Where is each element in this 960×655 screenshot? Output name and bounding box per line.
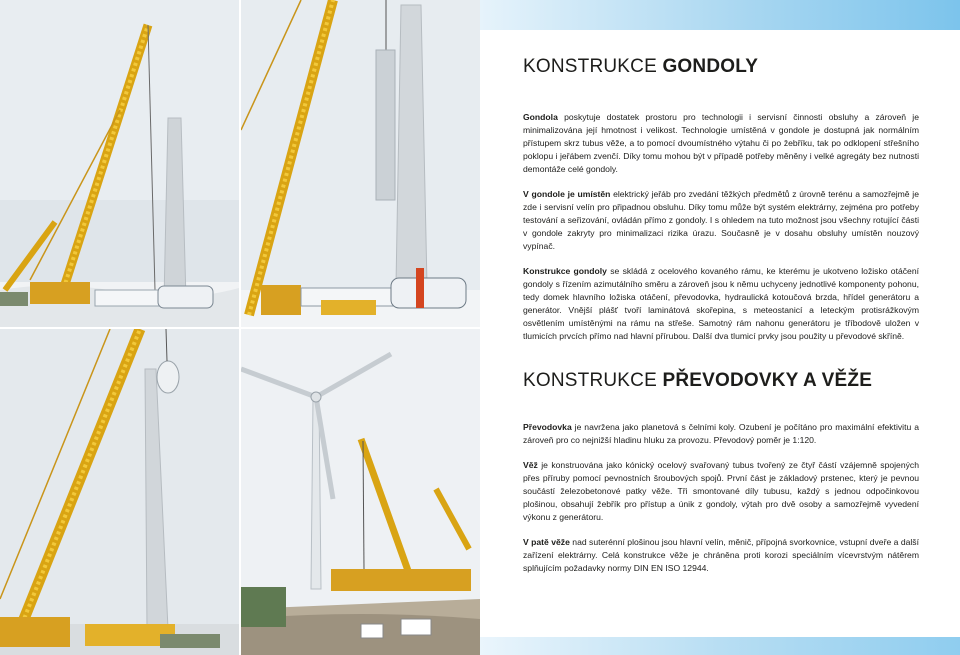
paragraph [523, 188, 919, 253]
photo-4-illustration [241, 329, 480, 655]
paragraph [523, 111, 919, 176]
paragraph-text: je konstruována jako kónický ocelový svařovaný tubus tvořený ze čtyř částí vzájemně spojených přes příruby pomocí pevnostních šroubových spojů. První část je základový prstenec, který je pevnou součástí železobetonové patky věže. Tři smontované díly tubusu, každý s jednou odpočinkovou plošinou, obsahují žebřík pro přístup a únik z gondoly, výtah pro dvě osoby a samozřejmě vyvedení výkonu z generátoru. [523, 460, 919, 522]
paragraph-lead: Věž [523, 460, 538, 470]
photo-2-illustration [241, 0, 480, 327]
paragraph-text: elektrický jeřáb pro zvedání těžkých předmětů z úrovně terénu a samozřejmě je zde i servisní velín pro připadnou obsluhu. Díky tomu může být systém elektrárny, zejména pro potřeby testování a seřizování, ovládán přímo z gondoly. I s ohledem na tuto možnost jsou všechny rotující části v gondole zakryty pro minimalizaci rizika úrazu. Současně je v dosahu obsluhy umístěn nouzový vypínač. [523, 189, 919, 251]
paragraph [523, 421, 919, 447]
section-title-bold: PŘEVODOVKY A VĚŽE [662, 370, 873, 391]
paragraph-lead: Konstrukce gondoly [523, 266, 607, 276]
section-title-gearbox-tower [523, 370, 872, 392]
paragraph [523, 536, 919, 575]
section-title-bold: GONDOLY [662, 56, 759, 77]
photo-crane-lifting-tower-section [0, 0, 239, 327]
photo-tower-segment-hanging [241, 0, 480, 327]
paragraph [523, 265, 919, 343]
photo-rotor-assembly [241, 329, 480, 655]
paragraph-lead: Gondola [523, 112, 558, 122]
paragraph-lead: V patě věže [523, 537, 570, 547]
section-title-gondola [523, 56, 758, 78]
section-body-gearbox-tower [523, 421, 919, 587]
photo-1-illustration [0, 0, 239, 327]
paragraph-text: se skládá z ocelového kovaného rámu, ke kterému je ukotveno ložisko otáčení gondoly s řízením azimutálního směru a zároveň jsou k němu uchyceny jednotlivé komponenty pohonu, tedy domek hlavního ložiska otáčení, převodovka, hydraulická kotoučová brzda, hřídel generátoru a generátor. Vnější plášť tvoří laminátová skořepina, s meteostanicí a leteckým protisrážkovým osvětlením umístěnými na rámu na střeše. Samotný rám nahonu generátoru je tříbodově uložen v tlumicích prvcích přímo nad hlavní přírubou. Další dva tlumicí prvky jsou použity u převodové skříně. [523, 266, 919, 341]
photo-nacelle-lift [0, 329, 239, 655]
section-title-prefix: KONSTRUKCE [523, 56, 663, 77]
paragraph-lead: V gondole je umístěn [523, 189, 611, 199]
section-title-prefix: KONSTRUKCE [523, 370, 663, 391]
paragraph [523, 459, 919, 524]
paragraph-text: poskytuje dostatek prostoru pro technologii i servisní činnosti obsluhy a zároveň je minimalizována její hmotnost i velikost. Technologie umístěná v gondole je dostupná jak normálním přístupem skrz tubus věže, a to pomocí dvoumístného výtahu či po žebříku, tak po odklopení střešního poklopu i jeřábem zvenčí. Díky tomu mohou být v případě potřeby měněny i velké agregáty bez nutnosti demontáže celé gondoly. [523, 112, 919, 174]
paragraph-text: je navržena jako planetová s čelními koly. Ozubení je počítáno pro maximální efektivitu a zároveň pro co nejnižší hladinu hluku za provozu. Převodový poměr je 1:120. [523, 422, 919, 445]
photo-3-illustration [0, 329, 239, 655]
section-body-gondola [523, 111, 919, 355]
top-accent-band [480, 0, 960, 30]
paragraph-text: nad suterénní plošinou jsou hlavní velín, měnič, přípojná svorkovnice, vstupní dveře a další zařízení elektrárny. Celá konstrukce věže je chráněna proti korozi speciálním vícevrstvým nátěrem splňujícím požadavky normy DIN EN ISO 12944. [523, 537, 919, 573]
bottom-accent-band [480, 637, 960, 655]
paragraph-lead: Převodovka [523, 422, 572, 432]
